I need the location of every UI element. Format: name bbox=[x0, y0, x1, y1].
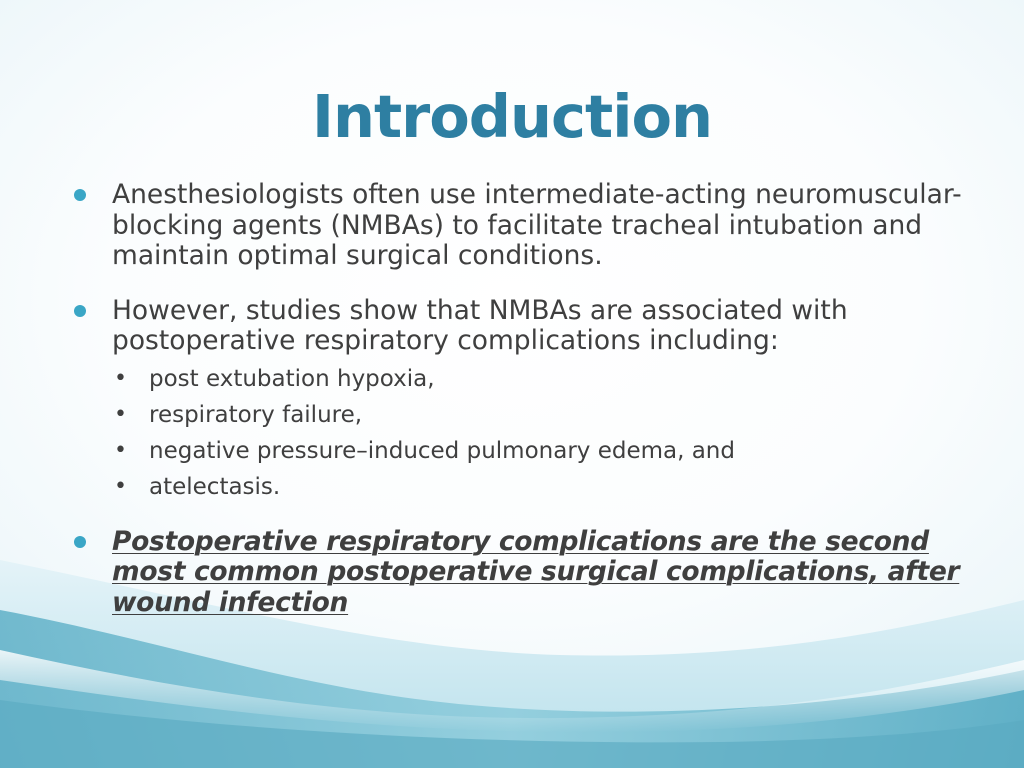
sub-bullet-text: respiratory failure, bbox=[149, 401, 363, 428]
sub-bullet-item bbox=[112, 433, 972, 469]
bullet-marker bbox=[74, 305, 86, 317]
slide-title: Introduction bbox=[312, 82, 712, 151]
sub-bullet-item bbox=[112, 469, 972, 505]
sub-bullet-marker: • bbox=[114, 365, 127, 391]
bullet-list bbox=[72, 180, 972, 618]
sub-bullet-text: atelectasis. bbox=[149, 473, 281, 500]
bullet-item bbox=[72, 296, 972, 505]
sub-bullet-marker: • bbox=[114, 401, 127, 427]
bullet-item bbox=[72, 180, 972, 272]
bullet-marker bbox=[74, 536, 86, 548]
bullet-text: Anesthesiologists often use intermediate-acting neuromuscular-blocking agents (NMBAs) to facilitate tracheal intubation and maintain optimal surgical conditions. bbox=[112, 179, 962, 271]
bullet-text: However, studies show that NMBAs are associated with postoperative respiratory complications including: bbox=[112, 294, 848, 356]
sub-bullet-marker: • bbox=[114, 473, 127, 499]
sub-bullet-item bbox=[112, 397, 972, 433]
sub-bullet-text: post extubation hypoxia, bbox=[149, 365, 435, 392]
bullet-marker bbox=[74, 189, 86, 201]
sub-bullet-text: negative pressure–induced pulmonary edema, and bbox=[149, 437, 735, 464]
emphasis-text: Postoperative respiratory complications are the second most common postoperative surgical complications, after wound infection bbox=[112, 525, 960, 618]
bullet-item-emphasis bbox=[72, 527, 972, 619]
sub-bullet-marker: • bbox=[114, 437, 127, 463]
sub-bullet-list bbox=[112, 361, 972, 505]
sub-bullet-item bbox=[112, 361, 972, 397]
